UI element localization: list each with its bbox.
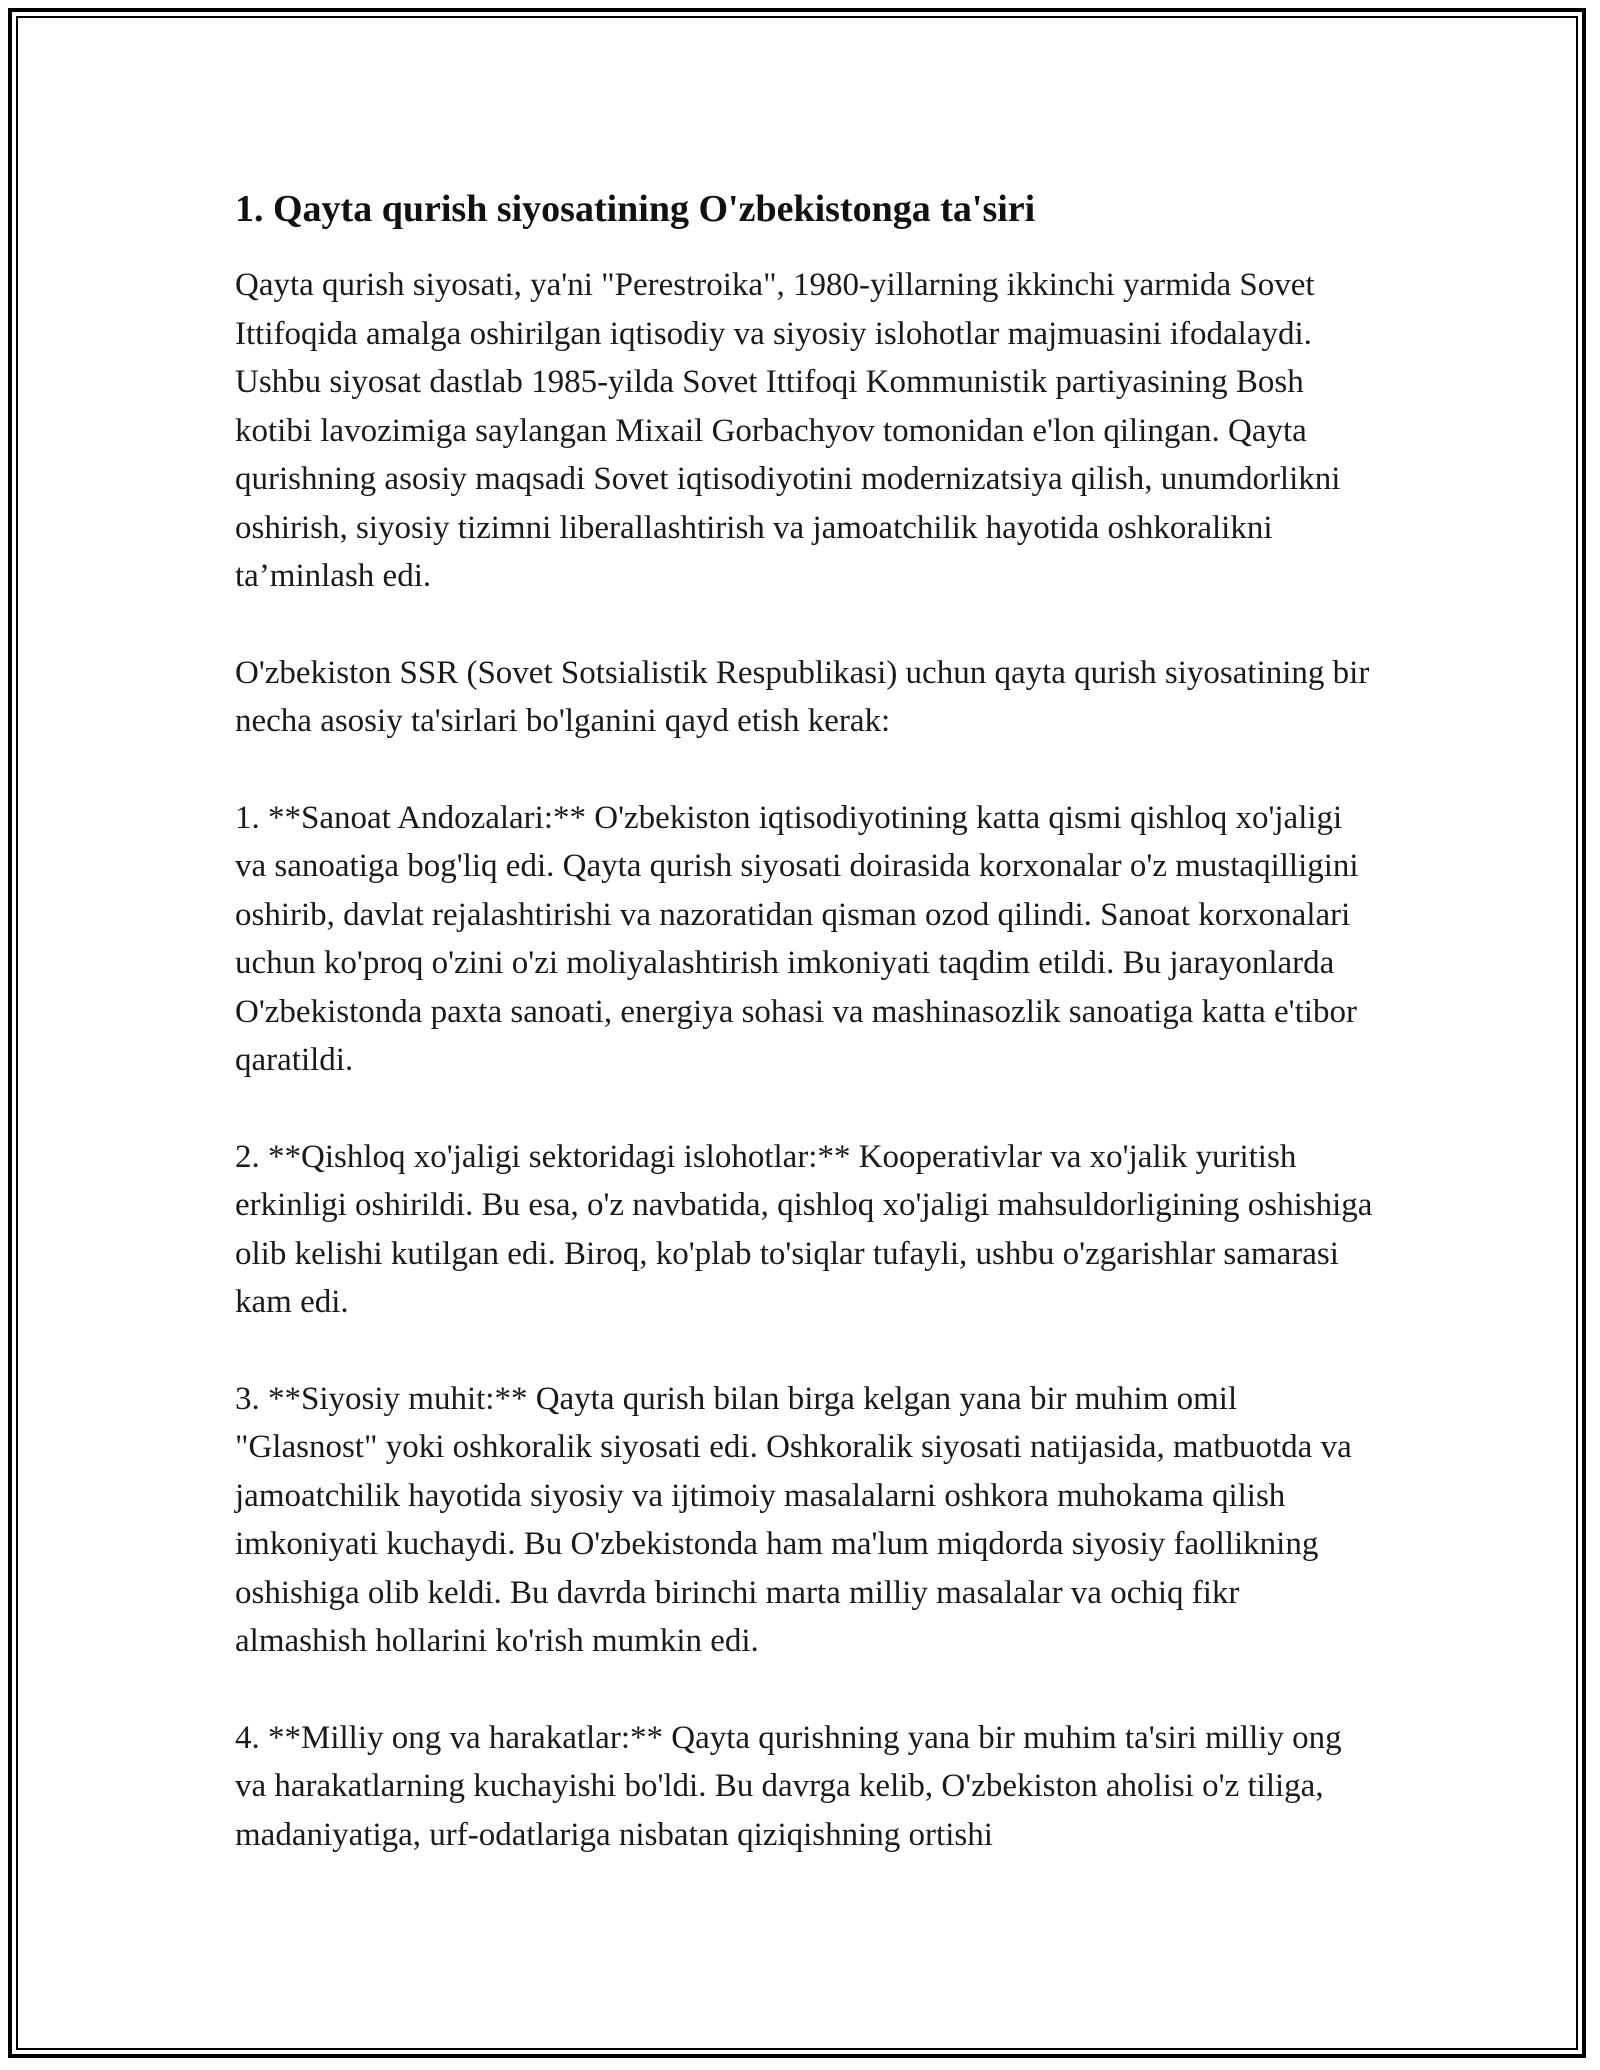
paragraph-intro: Qayta qurish siyosati, ya'ni "Perestroika", 1980-yillarning ikkinchi yarmida Sovet Ittifoqida amalga oshirilgan iqtisodiy va siyosiy islohotlar majmuasini ifodalaydi. Ushbu siyosat dastlab 1985-yilda Sovet Ittifoqi Kommunistik partiyasining Bosh kotibi lavozimiga saylangan Mixail Gorbachyov tomonidan e'lon qilingan. Qayta qurishning asosiy maqsadi Sovet iqtisodiyotini modernizatsiya qilish, unumdorlikni oshirish, siyosiy tizimni liberallashtirish va jamoatchilik hayotida oshkoralikni ta’minlash edi. — [235, 267, 1341, 594]
paragraph-effects-lead: O'zbekiston SSR (Sovet Sotsialistik Respublikasi) uchun qayta qurish siyosatining bir necha asosiy ta'sirlari bo'lganini qayd etish kerak: — [235, 654, 1370, 739]
document-body — [235, 185, 1375, 1907]
document-title: 1. Qayta qurish siyosatining O'zbekistonga ta'siri — [235, 188, 1036, 230]
list-item-agriculture: 2. **Qishloq xo'jaligi sektoridagi islohotlar:** Kooperativlar va xo'jalik yuritish erkinligi oshirildi. Bu esa, o'z navbatida, qishloq xo'jaligi mahsuldorligining oshishiga olib kelishi kutilgan edi. Biroq, ko'plab to'siqlar tufayli, ushbu o'zgarishlar samarasi kam edi. — [235, 1138, 1373, 1320]
list-item-national: 4. **Milliy ong va harakatlar:** Qayta qurishning yana bir muhim ta'siri milliy ong va harakatlarning kuchayishi bo'ldi. Bu davrga kelib, O'zbekiston aholisi o'z tiliga, madaniyatiga, urf-odatlariga nisbatan qiziqishning ortishi — [235, 1719, 1342, 1853]
list-item-industry: 1. **Sanoat Andozalari:** O'zbekiston iqtisodiyotining katta qismi qishloq xo'jaligi va sanoatiga bog'liq edi. Qayta qurish siyosati doirasida korxonalar o'z mustaqilligini oshirib, davlat rejalashtirishi va nazoratidan qisman ozod qilindi. Sanoat korxonalari uchun ko'proq o'zini o'zi moliyalashtirish imkoniyati taqdim etildi. Bu jarayonlarda O'zbekistonda paxta sanoati, energiya sohasi va mashinasozlik sanoatiga katta e'tibor qaratildi. — [235, 799, 1359, 1078]
list-item-political: 3. **Siyosiy muhit:** Qayta qurish bilan birga kelgan yana bir muhim omil "Glasnost" yoki oshkoralik siyosati edi. Oshkoralik siyosati natijasida, matbuotda va jamoatchilik hayotida siyosiy va ijtimoiy masalalarni oshkora muhokama qilish imkoniyati kuchaydi. Bu O'zbekistonda ham ma'lum miqdorda siyosiy faollikning oshishiga olib keldi. Bu davrda birinchi marta milliy masalalar va ochiq fikr almashish hollarini ko'rish mumkin edi. — [235, 1380, 1352, 1659]
